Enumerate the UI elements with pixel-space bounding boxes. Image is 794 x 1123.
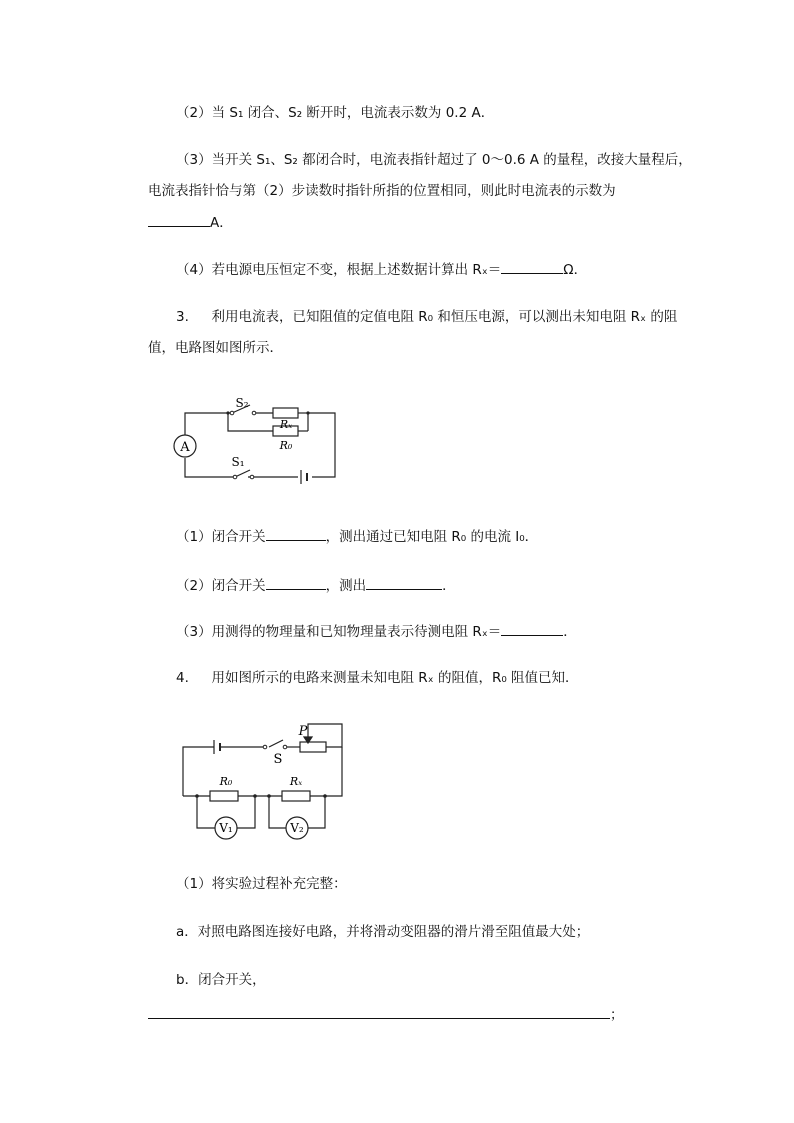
q3-step2-mid: ，测出 (325, 578, 367, 594)
q3-step2 (176, 575, 456, 596)
r0-label: R₀ (279, 439, 293, 452)
answer-blank[interactable] (366, 575, 442, 590)
unit-text: A． (210, 215, 233, 231)
q3-stem-text: 利用电流表，已知阻值的定值电阻 R₀ 和恒压电源，可以测出未知电阻 Rₓ 的阻 (211, 309, 678, 325)
rx-label: Rₓ (289, 775, 303, 788)
rx-label: Rₓ (279, 418, 293, 431)
q3-step2-pre: （2）闭合开关 (176, 578, 266, 594)
q4-step-b-answer-line (148, 1004, 624, 1025)
unit-text: Ω． (563, 262, 588, 278)
q4-step1: （1）将实验过程补充完整： (176, 876, 347, 892)
q3-step2-post: ． (442, 578, 456, 594)
r0-label: R₀ (219, 775, 233, 788)
answer-blank[interactable] (501, 621, 563, 636)
q2-part3-line1: （3）当开关 S₁、S₂ 都闭合时，电流表指针超过了 0～0.6 A 的量程，改接大量程后， (176, 152, 692, 168)
answer-blank[interactable] (148, 1004, 610, 1019)
q3-step1-post: ，测出通过已知电阻 R₀ 的电流 I₀． (325, 529, 539, 545)
q2-part4-text: （4）若电源电压恒定不变，根据上述数据计算出 Rₓ＝ (176, 262, 502, 278)
semicolon: ； (610, 1007, 624, 1023)
s1-label: S₁ (231, 455, 245, 469)
q2-part2: （2）当 S₁ 闭合、S₂ 断开时，电流表示数为 0.2 A． (176, 105, 495, 121)
q2-part3-line3 (148, 212, 233, 233)
q3-stem-line1 (176, 307, 677, 327)
q4-step-b: b．闭合开关， (176, 972, 266, 988)
q3-step1-pre: （1）闭合开关 (176, 529, 266, 545)
question-number: 3. (176, 309, 189, 325)
q4-stem (176, 668, 579, 688)
q3-stem-line2: 值，电路图如图所示． (148, 340, 283, 356)
q3-step3 (176, 621, 577, 642)
answer-blank[interactable] (266, 575, 326, 590)
q4-circuit-diagram (170, 717, 350, 842)
answer-blank[interactable] (266, 526, 326, 541)
q4-step-a: a．对照电路图连接好电路，并将滑动变阻器的滑片滑至阻值最大处； (176, 924, 590, 940)
question-number: 4. (176, 670, 189, 686)
v1-label: V₁ (219, 821, 233, 835)
q3-step1 (176, 526, 538, 547)
ammeter-label: A (180, 440, 190, 455)
answer-blank[interactable] (148, 212, 210, 227)
s-label: S (273, 752, 283, 767)
v2-label: V₂ (290, 821, 304, 835)
q2-part4 (176, 259, 587, 280)
q2-part3-line2: 电流表指针恰与第（2）步读数时指针所指的位置相同，则此时电流表的示数为 (148, 183, 616, 199)
q3-circuit-diagram (170, 385, 350, 491)
q3-step3-post: ． (563, 624, 577, 640)
s2-label: S₂ (235, 396, 249, 410)
p-label: P (298, 724, 308, 739)
q3-step3-pre: （3）用测得的物理量和已知物理量表示待测电阻 Rₓ＝ (176, 624, 502, 640)
q4-stem-text: 用如图所示的电路来测量未知电阻 Rₓ 的阻值，R₀ 阻值已知． (211, 670, 579, 686)
answer-blank[interactable] (501, 259, 563, 274)
